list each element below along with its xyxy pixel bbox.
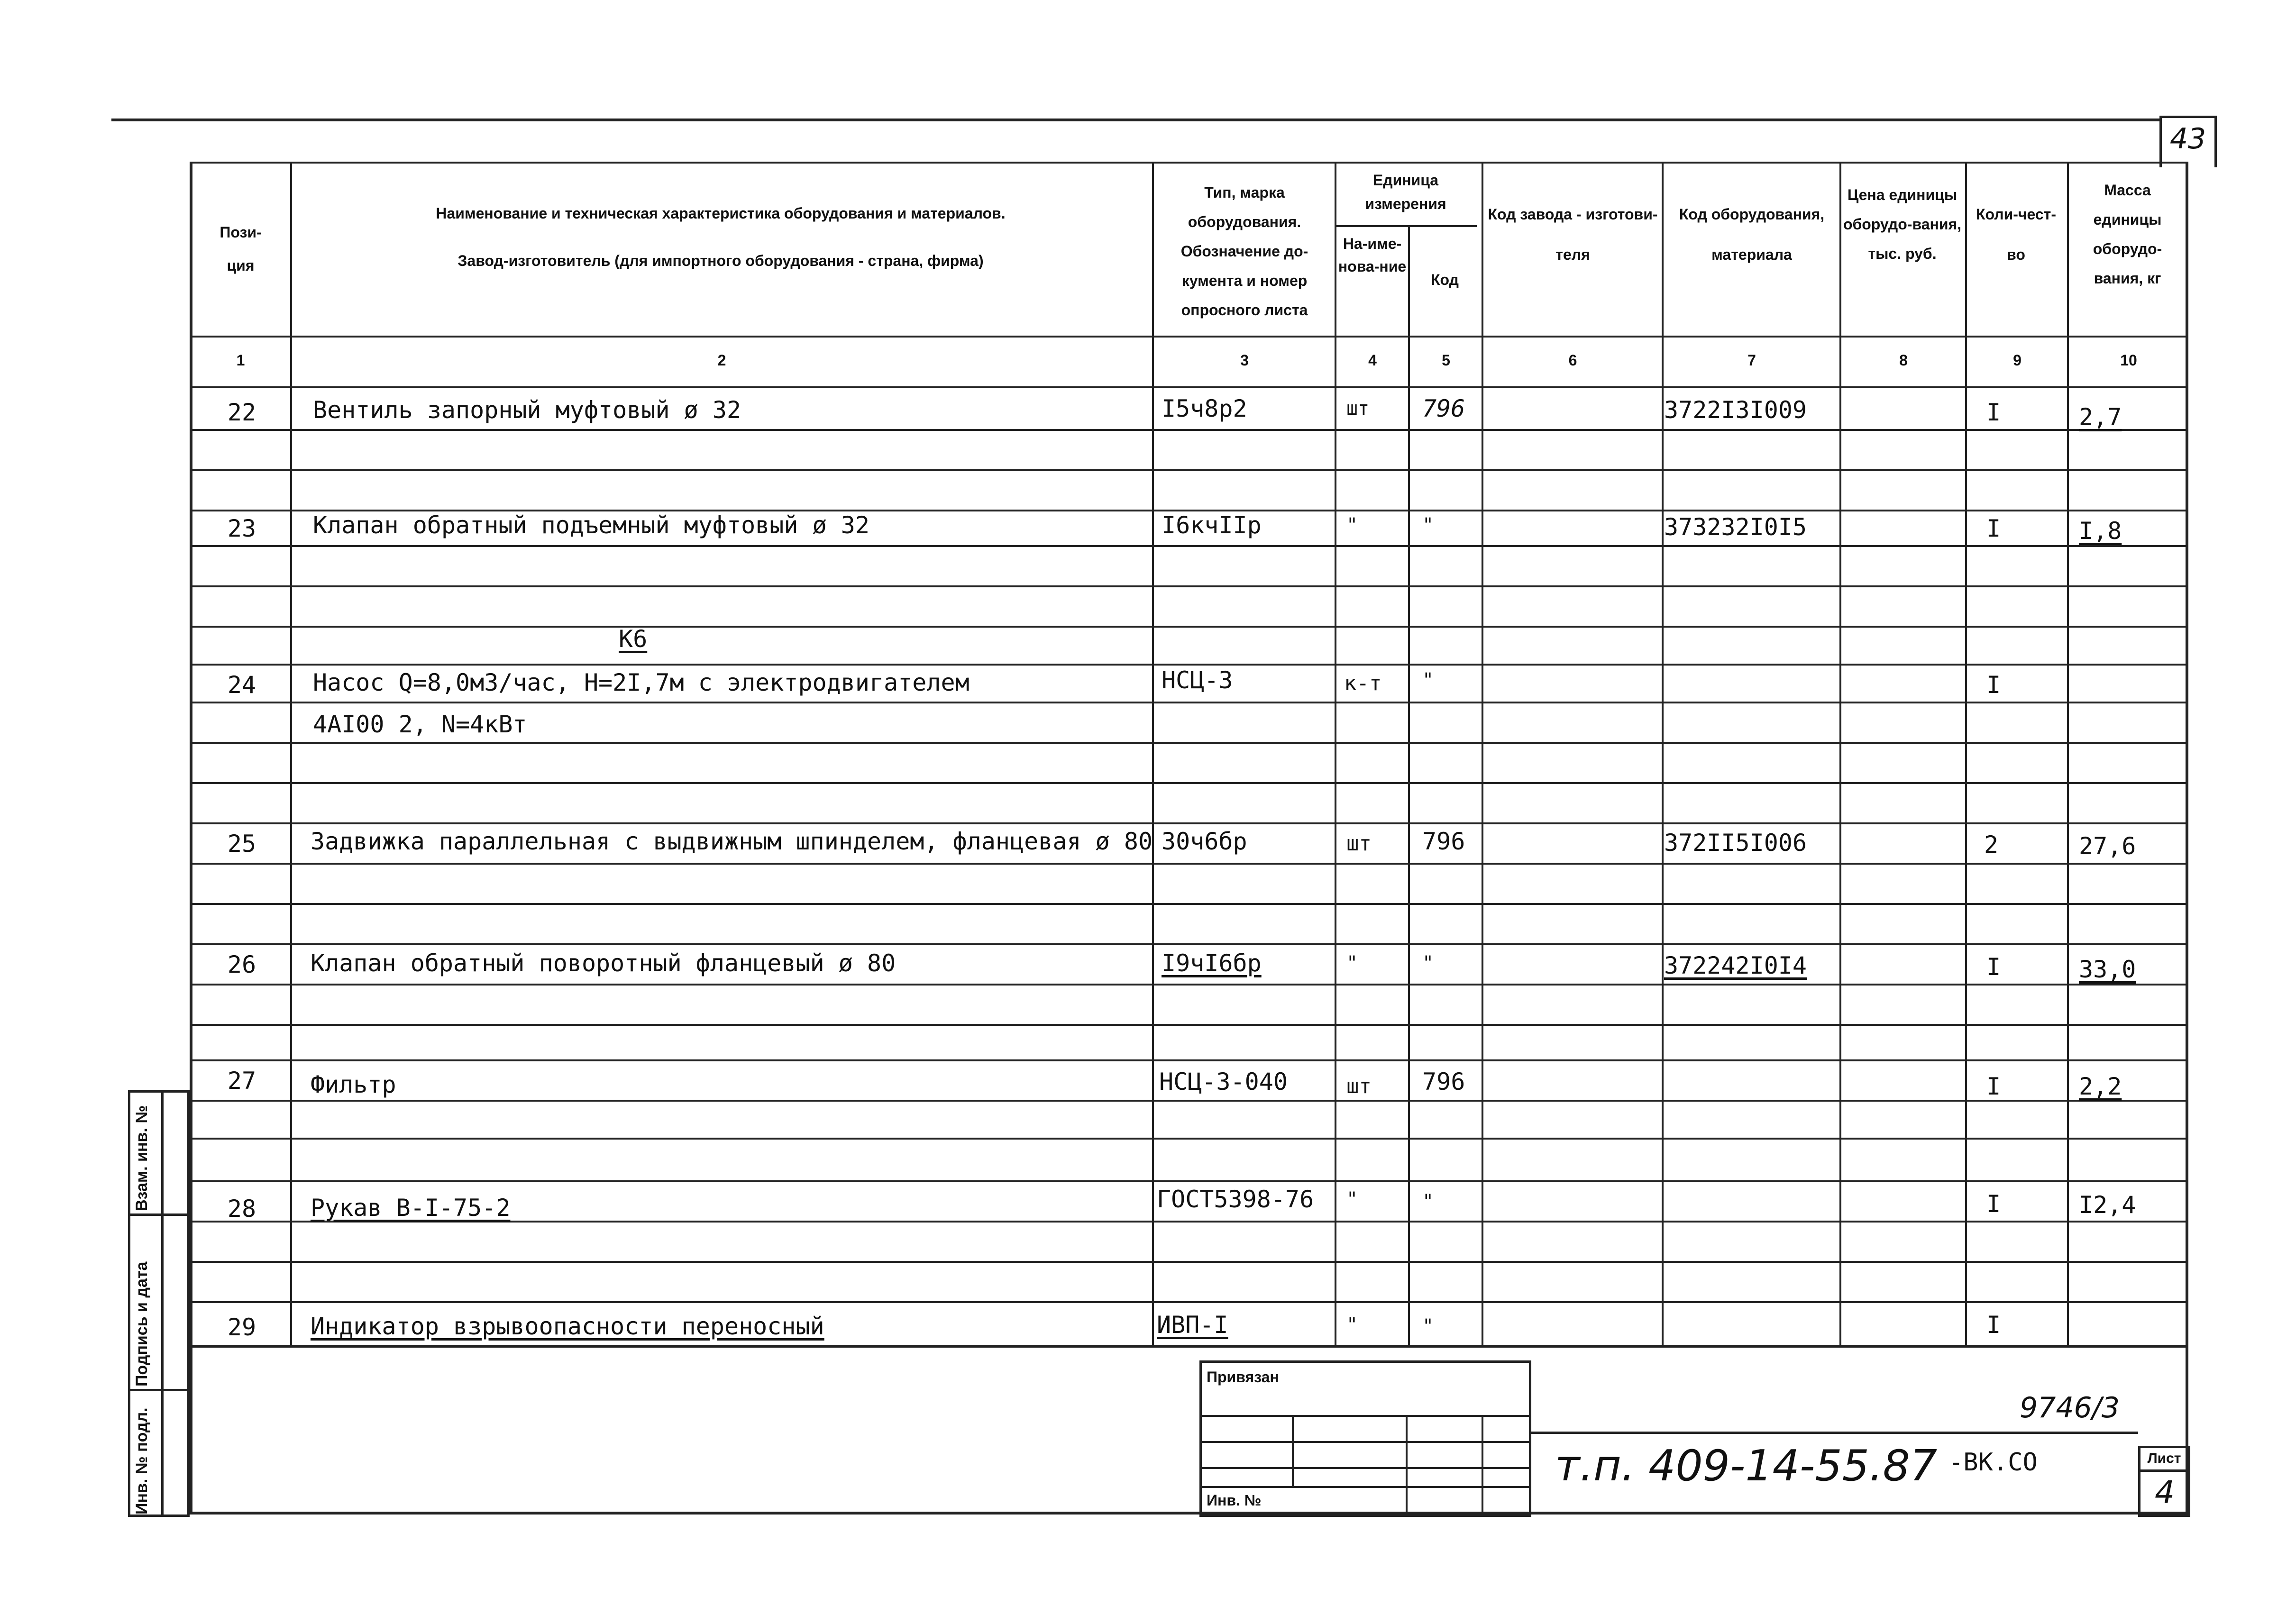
header-name-line2: Завод-изготовитель (для импортного оборудования - страна, фирма) bbox=[457, 252, 984, 269]
row-line bbox=[190, 664, 2188, 666]
row-line bbox=[190, 585, 2188, 587]
sheet-label: Лист bbox=[2147, 1451, 2181, 1466]
top-border-line bbox=[111, 119, 2159, 121]
row-28-unit-code: " bbox=[1422, 1191, 1434, 1213]
col-line-4 bbox=[1408, 225, 1410, 1347]
col-number-10: 10 bbox=[2120, 352, 2137, 369]
row-23-unit-code: " bbox=[1422, 514, 1434, 536]
binding-stamp-col bbox=[1482, 1415, 1483, 1517]
title-block-line bbox=[1531, 1432, 2138, 1434]
col-number-6: 6 bbox=[1568, 352, 1577, 369]
row-25-name: Задвижка параллельная с выдвижным шпинделем, фланцевая ø 80 bbox=[311, 828, 1153, 855]
row-26-quantity: I bbox=[1986, 953, 2001, 981]
row-24-name: Насос Q=8,0м3/час, H=2I,7м с электродвигателем bbox=[313, 669, 970, 696]
header-maker-code: Код завода - изготови-теля bbox=[1488, 206, 1658, 263]
sheet-box-divider bbox=[2138, 1469, 2190, 1472]
row-line bbox=[190, 943, 2188, 945]
col-number-8: 8 bbox=[1899, 352, 1908, 369]
col-line-1 bbox=[290, 162, 292, 1347]
row-28-unit: " bbox=[1346, 1188, 1358, 1210]
header-unit-code: Код bbox=[1431, 271, 1459, 288]
row-22-mass: 2,7 bbox=[2079, 403, 2122, 431]
row-22-equipment-code: 3722I3I009 bbox=[1664, 396, 1807, 424]
row-27-quantity: I bbox=[1986, 1073, 2001, 1100]
row-line bbox=[190, 782, 2188, 784]
row-26-position: 26 bbox=[227, 951, 256, 978]
side-stamp-inv: Инв. № подл. bbox=[133, 1407, 151, 1515]
row-24-unit-code: " bbox=[1422, 669, 1434, 691]
binding-stamp-inv: Инв. № bbox=[1207, 1492, 1262, 1509]
side-stamp-divider bbox=[128, 1389, 190, 1391]
handwritten-number: 9746/3 bbox=[2020, 1391, 2120, 1424]
row-line bbox=[190, 822, 2188, 824]
row-25-equipment-code: 372II5I006 bbox=[1664, 829, 1807, 857]
side-stamp-divider bbox=[128, 1213, 190, 1216]
row-25-unit-code: 796 bbox=[1422, 828, 1465, 855]
header-unit-name: На-име-нова-ние bbox=[1338, 235, 1407, 275]
row-29-unit: " bbox=[1346, 1314, 1358, 1336]
row-22-unit: шт bbox=[1346, 398, 1370, 420]
row-28-type: ГОСТ5398-76 bbox=[1157, 1186, 1314, 1213]
number-row-line bbox=[190, 386, 2188, 388]
row-line bbox=[190, 742, 2188, 744]
row-29-type: ИВП-I bbox=[1157, 1311, 1228, 1339]
row-line bbox=[190, 626, 2188, 628]
row-line bbox=[190, 1180, 2188, 1182]
row-line bbox=[190, 1024, 2188, 1026]
row-28-name: Рукав В-I-75-2 bbox=[311, 1194, 511, 1222]
row-26-equipment-code: 372242I0I4 bbox=[1664, 952, 1807, 979]
row-line bbox=[190, 903, 2188, 905]
row-25-unit: шт bbox=[1346, 831, 1372, 856]
sheet-number: 4 bbox=[2155, 1474, 2175, 1511]
row-22-quantity: I bbox=[1986, 399, 2001, 426]
row-line bbox=[190, 545, 2188, 547]
row-25-mass: 27,6 bbox=[2079, 832, 2136, 860]
row-29-quantity: I bbox=[1986, 1311, 2001, 1339]
document-suffix: -ВК.СО bbox=[1948, 1448, 2038, 1477]
row-line bbox=[190, 984, 2188, 985]
row-25-type: 30ч6бр bbox=[1162, 828, 1247, 855]
header-position: Пози- ция bbox=[220, 224, 262, 274]
row-22-type: I5ч8р2 bbox=[1162, 395, 1247, 422]
row-28-mass: I2,4 bbox=[2079, 1191, 2136, 1219]
row-25-quantity: 2 bbox=[1984, 831, 1999, 858]
page-number: 43 bbox=[2169, 122, 2206, 155]
binding-stamp-label: Привязан bbox=[1207, 1369, 1279, 1386]
row-26-unit-code: " bbox=[1422, 952, 1434, 974]
row-22-unit-code: 796 bbox=[1422, 395, 1465, 422]
header-top-line bbox=[190, 162, 2188, 164]
row-29-unit-code: " bbox=[1422, 1315, 1434, 1337]
row-25-position: 25 bbox=[227, 830, 256, 858]
row-line bbox=[190, 1301, 2188, 1303]
side-stamp-podpis: Подпись и дата bbox=[133, 1261, 151, 1387]
binding-stamp-col bbox=[1406, 1415, 1408, 1517]
header-bottom-line bbox=[190, 336, 2188, 338]
row-29-name: Индикатор взрывоопасности переносный bbox=[311, 1313, 824, 1340]
col-number-3: 3 bbox=[1240, 352, 1249, 369]
header-equipment-code: Код оборудования, материала bbox=[1679, 206, 1825, 263]
row-27-name: Фильтр bbox=[311, 1071, 396, 1098]
row-24-name-line2: 4АI00 2, N=4кВт bbox=[313, 711, 527, 738]
row-line bbox=[190, 469, 2188, 471]
col-number-7: 7 bbox=[1747, 352, 1756, 369]
row-line bbox=[190, 702, 2188, 703]
row-23-equipment-code: 373232I0I5 bbox=[1664, 513, 1807, 541]
header-unit-group: Единица измерения bbox=[1365, 172, 1446, 212]
binding-stamp-col bbox=[1292, 1415, 1294, 1486]
row-27-mass: 2,2 bbox=[2079, 1073, 2122, 1100]
side-stamp-column bbox=[161, 1090, 164, 1517]
row-24-unit: к-т bbox=[1344, 671, 1382, 695]
unit-subheader-line bbox=[1335, 225, 1477, 227]
col-line-3 bbox=[1335, 162, 1336, 1347]
col-line-7 bbox=[1839, 162, 1841, 1347]
col-line-9 bbox=[2067, 162, 2069, 1347]
table-bottom-line bbox=[190, 1345, 2188, 1348]
col-number-9: 9 bbox=[2013, 352, 2022, 369]
col-line-6 bbox=[1662, 162, 1664, 1347]
row-26-name: Клапан обратный поворотный фланцевый ø 80 bbox=[311, 949, 896, 977]
row-line bbox=[190, 1100, 2188, 1102]
row-23-position: 23 bbox=[227, 515, 256, 542]
row-line bbox=[190, 1059, 2188, 1061]
side-stamp-vzam: Взам. инв. № bbox=[133, 1105, 151, 1211]
row-27-unit-code: 796 bbox=[1422, 1068, 1465, 1095]
col-line-2 bbox=[1152, 162, 1154, 1347]
row-24-quantity: I bbox=[1986, 671, 2001, 699]
row-27-type: НСЦ-3-040 bbox=[1159, 1068, 1288, 1095]
row-22-position: 22 bbox=[227, 399, 256, 426]
col-number-4: 4 bbox=[1368, 352, 1377, 369]
col-number-2: 2 bbox=[717, 352, 726, 369]
col-line-8 bbox=[1965, 162, 1967, 1347]
row-28-quantity: I bbox=[1986, 1190, 2001, 1218]
header-type: Тип, марка оборудования. Обозначение до-кумента и номер опросного листа bbox=[1180, 184, 1308, 319]
row-26-mass: 33,0 bbox=[2079, 956, 2136, 983]
row-22-name: Вентиль запорный муфтовый ø 32 bbox=[313, 396, 741, 424]
row-line bbox=[190, 1261, 2188, 1263]
row-27-unit: шт bbox=[1346, 1074, 1372, 1098]
row-23-mass: I,8 bbox=[2079, 517, 2122, 545]
header-quantity: Коли-чест-во bbox=[1976, 206, 2056, 263]
row-line bbox=[190, 863, 2188, 865]
row-23-quantity: I bbox=[1986, 515, 2001, 542]
row-23-name: Клапан обратный подъемный муфтовый ø 32 bbox=[313, 511, 869, 539]
row-23-unit: " bbox=[1346, 514, 1358, 536]
row-line bbox=[190, 1138, 2188, 1140]
row-26-type: I9чI6бр bbox=[1162, 949, 1262, 977]
row-24-position: 24 bbox=[227, 671, 256, 699]
row-28-position: 28 bbox=[227, 1195, 256, 1223]
col-number-5: 5 bbox=[1442, 352, 1450, 369]
header-name-line1: Наименование и техническая характеристика оборудования и материалов. bbox=[436, 205, 1006, 222]
header-mass: Масса единицы оборудо-вания, кг bbox=[2093, 182, 2162, 287]
row-24-type: НСЦ-3 bbox=[1162, 666, 1233, 694]
row-26-unit: " bbox=[1346, 952, 1358, 974]
row-line bbox=[190, 429, 2188, 431]
document-code: т.п. 409-14-55.87 bbox=[1555, 1441, 1938, 1491]
row-29-position: 29 bbox=[227, 1314, 256, 1341]
row-27-position: 27 bbox=[227, 1067, 256, 1095]
col-number-1: 1 bbox=[236, 352, 245, 369]
header-price: Цена единицы оборудо-вания, тыс. руб. bbox=[1843, 186, 1962, 262]
row-23-type: I6кчIIр bbox=[1162, 511, 1262, 539]
col-line-5 bbox=[1482, 162, 1483, 1347]
section-label: К6 bbox=[619, 625, 648, 653]
